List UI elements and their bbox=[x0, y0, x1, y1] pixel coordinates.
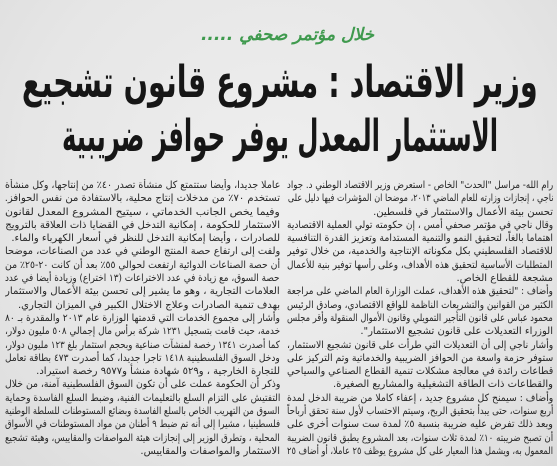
body-line bbox=[287, 339, 553, 352]
body-line bbox=[5, 285, 280, 298]
body-line bbox=[287, 232, 553, 245]
headline-text: الاستثمار المعدل يوفر حوافز ضريبية bbox=[61, 111, 498, 162]
body-line-text: المحلية ، وتطرق الوزير إلى إنجازات هيئة المواصفات والمقاييس، وهيئة تشجيع bbox=[5, 432, 280, 444]
article-column-left bbox=[5, 179, 280, 461]
body-line bbox=[287, 299, 553, 312]
body-line-text: الاستثمار للحكومة ، إمكانية التدخل في القضايا ذات العلاقة بالترويج bbox=[5, 219, 280, 231]
body-line bbox=[5, 312, 280, 325]
body-line-text: التفتيش على التزام السلع بالتعليمات الفنية، وضبط السلع الفاسدة وحماية bbox=[5, 392, 280, 404]
article-column-right bbox=[287, 179, 553, 461]
paragraph-last-line bbox=[287, 325, 553, 338]
body-line bbox=[287, 432, 553, 445]
body-line bbox=[5, 405, 280, 418]
body-line bbox=[287, 405, 553, 418]
body-line-text: محمود عباس على قانون التأجير التمويلي وقانون الأموال المنقولة وأقر مجلس bbox=[287, 312, 553, 324]
body-line-text: تحسن بيئة الأعمال والاستثمار في فلسطين. bbox=[373, 206, 553, 218]
body-line-text: للصادرات ، وأيضا إمكانية التدخل للنظر في أسعار الكهرباء والماء. bbox=[11, 233, 280, 245]
body-line bbox=[287, 245, 553, 258]
paragraph bbox=[287, 392, 553, 458]
body-line bbox=[5, 325, 280, 338]
paragraph bbox=[287, 219, 553, 285]
body-line bbox=[5, 378, 280, 391]
body-line bbox=[287, 352, 553, 365]
body-line bbox=[287, 259, 553, 272]
body-line bbox=[5, 352, 280, 365]
paragraph-last-line bbox=[287, 445, 553, 458]
body-line-text: عاملا جديدا، وأيضا ستتمتع كل منشأة تصدر ٤٠٪ من إنتاجها، وكل منشأة bbox=[5, 180, 280, 191]
body-line-text: تستخدم ٧٠٪ من مدخلات إنتاج محلية، بالاستفادة من نفس الحوافز. bbox=[5, 193, 280, 205]
body-line-text: أربع سنوات، حتى يبدأ بتحقيق الربح، وسيتم الاحتساب لأول سنة تحقق أرباحاً bbox=[287, 406, 553, 418]
body-line-text: وذكر أن الحكومة عملت على أن تكون السوق الفلسطينية آمنة، من خلال bbox=[5, 379, 280, 391]
paragraph bbox=[5, 378, 280, 458]
body-line bbox=[287, 285, 553, 298]
body-line bbox=[5, 179, 280, 192]
headline-line-2 bbox=[62, 110, 498, 164]
paragraph bbox=[5, 179, 280, 206]
body-line-text: كما أصدرت ١٣٤١ رخصة لمنشآت صناعية وبحجم استثمار بلغ ١٢٣ مليون دولار، bbox=[5, 339, 280, 351]
paragraph-last-line bbox=[5, 365, 280, 378]
paragraph-last-line bbox=[5, 232, 280, 245]
kicker-text: خلال مؤتمر صحفي ..... bbox=[200, 25, 374, 45]
body-line bbox=[5, 245, 280, 258]
body-line-text: الكثير من القوانين والتشريعات الناظمة للواقع الاقتصادي، وصادق الرئيس bbox=[287, 299, 553, 311]
body-line-text: قطاعات رائدة في معالجة مشكلات تنمية القطاع الصناعي والسياحي bbox=[287, 366, 553, 378]
body-line bbox=[287, 418, 553, 431]
body-line-text: وفيما يخص الجانب الخدماتي ، سيتيح المشروع المعدل لقانون bbox=[5, 206, 280, 218]
body-line bbox=[5, 432, 280, 445]
body-line bbox=[5, 259, 280, 272]
paragraph-last-line bbox=[5, 299, 280, 312]
body-line-text: بهدف تنمية الصادرات وعلاج الاختلال الكبير في الميزان التجاري. bbox=[17, 299, 280, 311]
paragraph bbox=[287, 179, 553, 219]
headline-text: وزير الاقتصاد : مشروع قانون تشجيع bbox=[22, 57, 538, 108]
kicker bbox=[188, 22, 374, 48]
body-line-text: حصة السوق، مع زيادة في عدد الاختراعات (١٣ اختراع) وزيادة أيضا في عدد bbox=[5, 273, 280, 285]
body-line bbox=[5, 392, 280, 405]
paragraph bbox=[287, 285, 553, 338]
body-line-text: للتجارة الخارجية ، و٥٢٩ شهادة منشأ و٩٥٧٧ رخصة استيراد. bbox=[36, 366, 280, 378]
body-line-text: وأشار ناجي إلى أن التعديلات التي طرأت على قانون تشجيع الاستثمار، bbox=[287, 339, 553, 351]
body-line-text: المتطلبات الأساسية لتحقيق هذه الأهداف، وعلى رأسها توفير بنية للأعمال bbox=[287, 259, 553, 271]
body-line bbox=[5, 206, 280, 219]
body-line bbox=[5, 272, 280, 285]
body-line-text: وبعد ذلك تفرض عليه ضريبة بنسبة ٥٪ لمدة ست سنوات أخرى على bbox=[287, 419, 553, 431]
body-line-text: ستوفر حزمة واسعة من الحوافز الضريبية والخدماتية وتم التركيز على bbox=[287, 352, 553, 364]
paragraph-last-line bbox=[287, 206, 553, 219]
body-line bbox=[287, 365, 553, 378]
body-line-text: رام الله- مراسل "الحدث" الخاص - استعرض وزير الاقتصاد الوطني د. جواد bbox=[287, 180, 553, 191]
paragraph bbox=[5, 245, 280, 311]
body-line-text: للاقتصاد الفلسطيني بكل مكوناته الإنتاجية والخدمية، من خلال توفير bbox=[287, 246, 553, 258]
body-line-text: الوزراء التعديلات على قانون تشجيع الاستثمار". bbox=[360, 326, 553, 338]
body-line-text: مشجعة للقطاع الخاص. bbox=[456, 273, 553, 285]
body-line-text: خدمة، حيث قامت بتسجيل ١٢٣١ شركة برأس مال إجمالي ٥٠٨ مليون دولار، bbox=[5, 326, 280, 338]
body-line-text: ودخل السوق الفلسطينية ١٤١٨ تاجرا جديدا، كما أصدرت ٤٧٣ بطاقة تعامل bbox=[5, 352, 280, 364]
body-line bbox=[287, 392, 553, 405]
body-line-text: ولفت إلى ارتفاع حصة المنتج الوطني في عدد من الصناعات، موضحا bbox=[5, 246, 280, 258]
body-line bbox=[287, 179, 553, 192]
paragraph bbox=[5, 312, 280, 378]
body-line bbox=[5, 418, 280, 431]
body-line-text: والقطاعات ذات الطاقة التشغيلية والمشاريع الصغيرة. bbox=[332, 379, 553, 391]
body-line-text: ناجي ، إنجازات وزارته للعام الماضي ٢٠١٣، موضحا ان المؤشرات فيها دليل على bbox=[287, 193, 553, 205]
body-line-text: وأضاف : سيمنح كل مشروع جديد ، إعفاء كاملا من ضريبة الدخل لمدة bbox=[287, 392, 553, 404]
body-line-text: وقال ناجي في مؤتمر صحفي أمس ، إن حكومته تولي العملية الاقتصادية bbox=[287, 219, 553, 231]
body-line-text: فلسطينيا ، مشيرا إلى أنه تم ضبط ٩ أطنان من مواد المستوطنات في الأسواق bbox=[5, 419, 280, 431]
paragraph-last-line bbox=[287, 378, 553, 391]
body-line-text: الاستثمار والمواصفات والمقاييس. bbox=[140, 445, 280, 457]
body-line bbox=[287, 192, 553, 205]
body-line bbox=[5, 339, 280, 352]
headline-line-1 bbox=[22, 56, 538, 110]
body-line-text: العلامات التجارية ، وهو ما يشير إلى تحسن بيئة الأعمال والاستثمار bbox=[5, 286, 280, 298]
body-line-text: المعمول به، ويشمل هذا المعيار على كل مشروع يوظف ٢٥ عاملا، أو أضاف ٢٥ bbox=[287, 445, 553, 457]
body-line-text: أن تصبح ضريبته ١٠٪ لمدة ثلاث سنوات، بعد المشروع يطبق قانون الضريبة bbox=[287, 432, 553, 444]
paragraph-last-line bbox=[5, 445, 280, 458]
body-line-text: أن حصة الصناعات الدوائية ارتفعت لحوالي ٥٥٪ بعد أن كانت ٢٠-٢٥٪ من bbox=[5, 259, 280, 271]
body-line bbox=[5, 219, 280, 232]
body-line-text: وأشار إلى مجموع الخدمات التي قدمتها الوزارة عام ٢٠١٣ والمقدرة بـ ٨٠ bbox=[5, 312, 280, 324]
body-line-text: وأضاف : "لتحقيق هذه الأهداف، عملت الوزارة العام الماضي على مراجعة bbox=[287, 286, 553, 298]
paragraph-last-line bbox=[5, 192, 280, 205]
body-line-text: السوق من التهريب الخاص بالسلع الفاسدة وبضائع المستوطنات للسلطة الوطنية bbox=[5, 406, 280, 418]
paragraph bbox=[5, 206, 280, 246]
paragraph-last-line bbox=[287, 272, 553, 285]
body-line-text: اهتماما بالغاً، لتحقيق النمو والتنمية المستدامة وتعزيز القدرة التنافسية bbox=[287, 233, 553, 245]
body-line bbox=[287, 219, 553, 232]
body-line bbox=[287, 312, 553, 325]
paragraph bbox=[287, 339, 553, 392]
